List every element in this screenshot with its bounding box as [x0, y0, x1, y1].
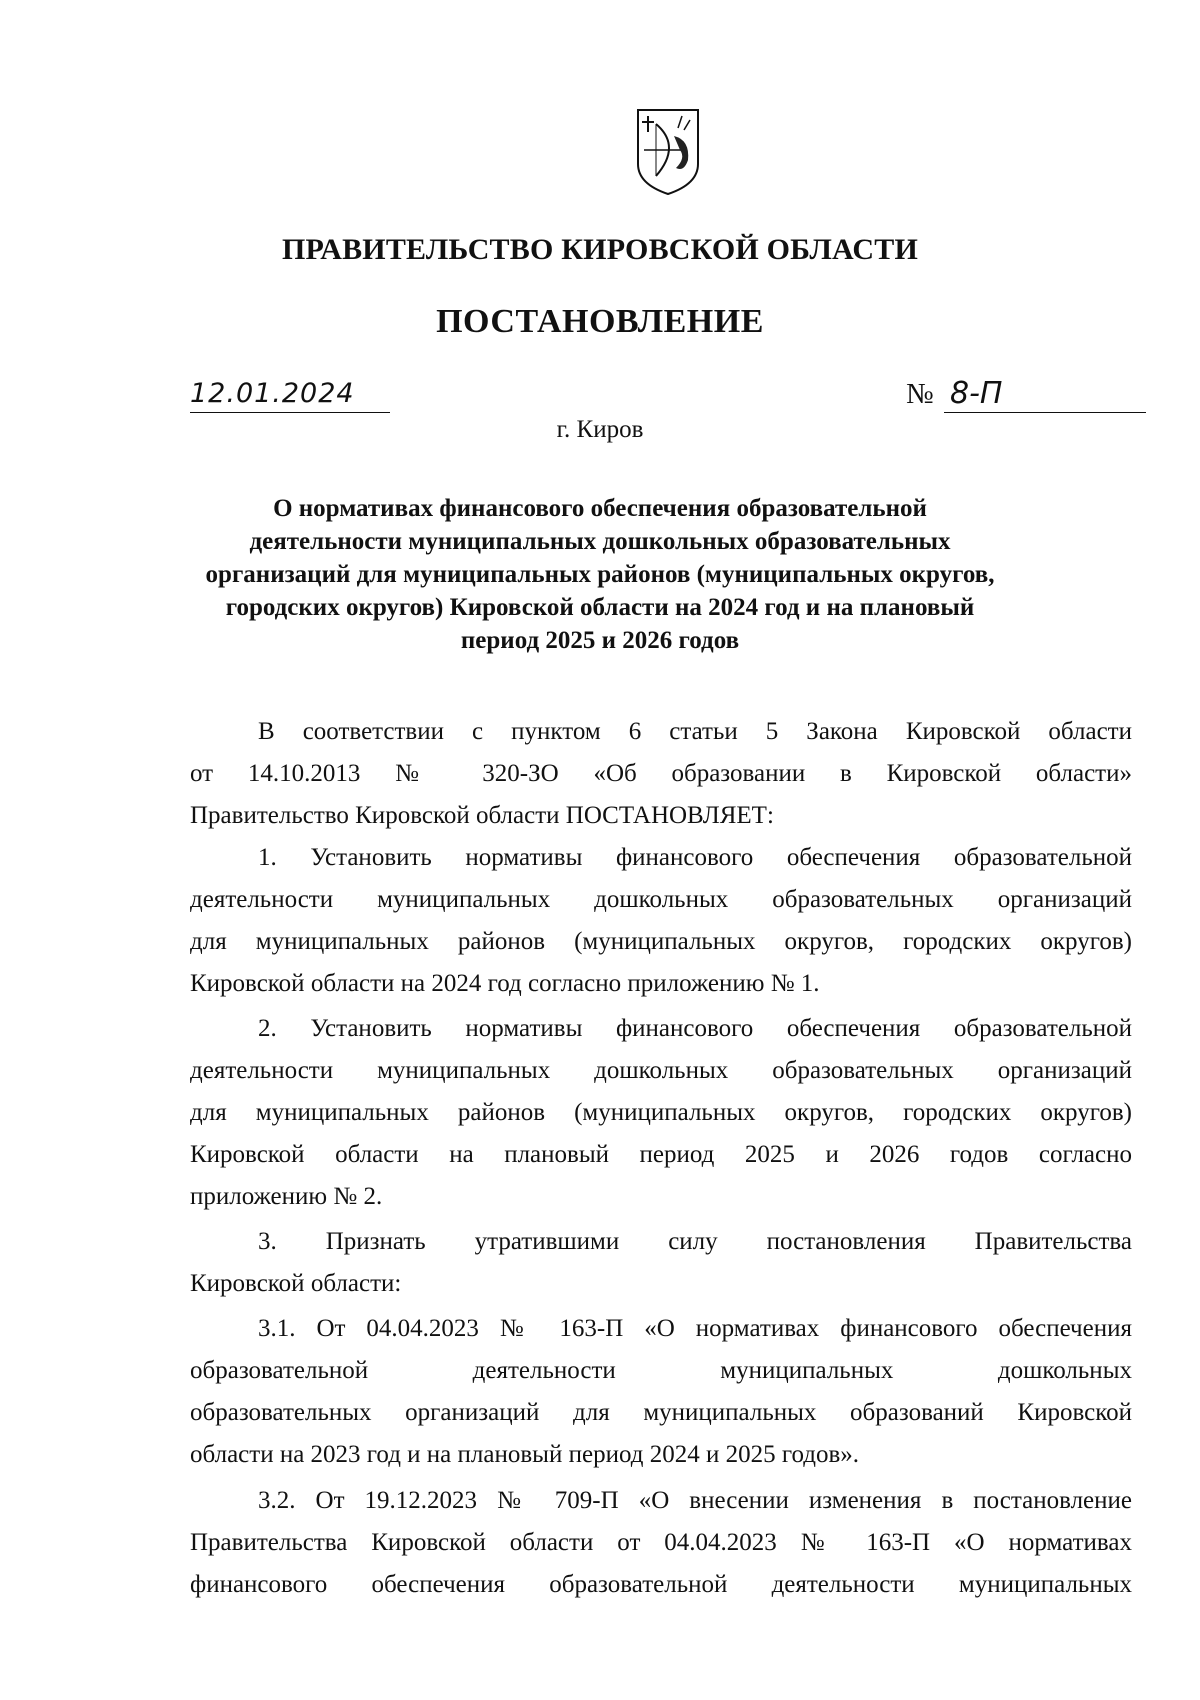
- body-line: деятельности муниципальных дошкольных образовательных организаций: [190, 886, 1132, 913]
- body-line: финансового обеспечения образовательной деятельности муниципальных: [190, 1571, 1132, 1598]
- body-line: для муниципальных районов (муниципальных округов, городских округов): [190, 1099, 1132, 1126]
- body-line: 3.2. От 19.12.2023 № 709-П «О внесении изменения в постановление: [258, 1487, 1132, 1514]
- body-line: приложению № 2.: [190, 1183, 383, 1210]
- document-title: [200, 492, 1000, 657]
- body-line: Кировской области на 2024 год согласно приложению № 1.: [190, 970, 820, 997]
- body-line: Кировской области:: [190, 1270, 402, 1297]
- city: г. Киров: [556, 416, 644, 443]
- number-sign: №: [906, 378, 934, 410]
- body-line: 3. Признать утратившими силу постановления Правительства: [258, 1228, 1132, 1255]
- title-line: городских округов) Кировской области на 2024 год и на плановый: [225, 594, 975, 621]
- body-line: образовательных организаций для муниципальных образований Кировской: [190, 1399, 1132, 1426]
- kirov-coat-of-arms-icon: [634, 106, 702, 198]
- title-line: период 2025 и 2026 годов: [460, 627, 740, 654]
- document-type: ПОСТАНОВЛЕНИЕ: [436, 303, 764, 340]
- body-line: Правительство Кировской области ПОСТАНОВЛЯЕТ:: [190, 802, 774, 829]
- body-line: В соответствии с пунктом 6 статьи 5 Закона Кировской области: [258, 718, 1132, 745]
- body-line: от 14.10.2013 № 320-ЗО «Об образовании в Кировской области»: [190, 760, 1132, 787]
- body-line: Кировской области на плановый период 2025 и 2026 годов согласно: [190, 1141, 1132, 1168]
- body-line: 1. Установить нормативы финансового обеспечения образовательной: [258, 844, 1132, 871]
- title-line: деятельности муниципальных дошкольных образовательных: [249, 528, 951, 555]
- title-line: О нормативах финансового обеспечения образовательной: [273, 495, 927, 522]
- body-line: для муниципальных районов (муниципальных округов, городских округов): [190, 928, 1132, 955]
- document-number: 8-П: [950, 376, 1003, 411]
- title-line: организаций для муниципальных районов (муниципальных округов,: [205, 561, 995, 588]
- body-line: деятельности муниципальных дошкольных образовательных организаций: [190, 1057, 1132, 1084]
- body-line: области на 2023 год и на плановый период 2024 и 2025 годов».: [190, 1441, 860, 1468]
- body-line: образовательной деятельности муниципальных дошкольных: [190, 1357, 1132, 1384]
- body-line: 3.1. От 04.04.2023 № 163-П «О нормативах финансового обеспечения: [258, 1315, 1132, 1342]
- body-line: Правительства Кировской области от 04.04.2023 № 163-П «О нормативах: [190, 1529, 1132, 1556]
- document-date: 12.01.2024: [190, 376, 390, 413]
- body-line: 2. Установить нормативы финансового обеспечения образовательной: [258, 1015, 1132, 1042]
- government-name: ПРАВИТЕЛЬСТВО КИРОВСКОЙ ОБЛАСТИ: [282, 233, 918, 266]
